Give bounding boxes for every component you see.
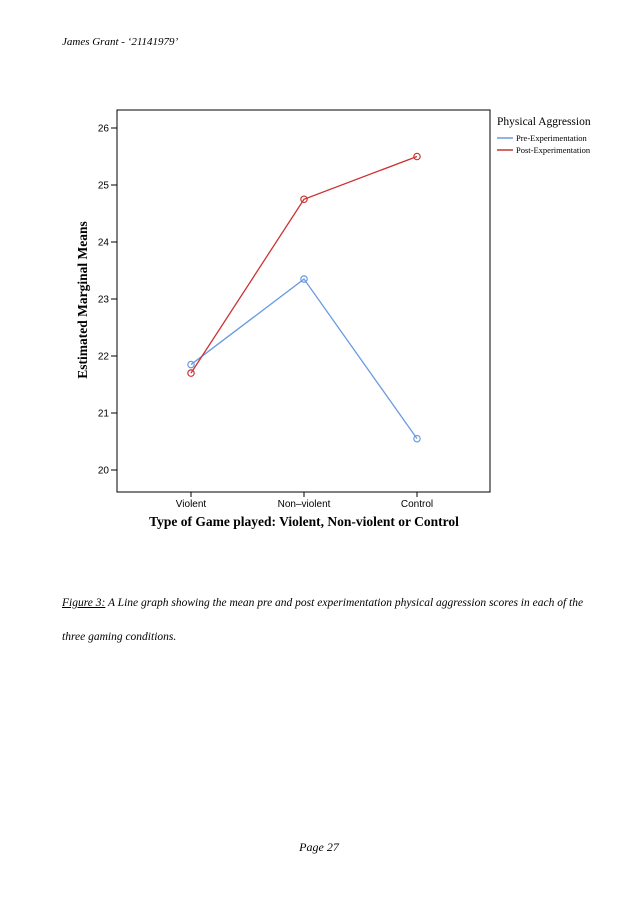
- y-tick-label: 23: [97, 294, 109, 306]
- y-tick-label: 26: [97, 123, 109, 135]
- caption-text: A Line graph showing the mean pre and post experimentation physical aggression scores in each of the three gaming conditions.: [62, 597, 584, 643]
- legend-label-post: Post-Experimentation: [516, 145, 591, 155]
- x-tick-label: Control: [400, 499, 434, 510]
- plot-frame: [117, 110, 490, 492]
- y-tick-label: 22: [97, 351, 109, 363]
- series-line-pre: [191, 279, 417, 439]
- y-tick-label: 21: [97, 408, 109, 420]
- x-axis-label: Type of Game played: Violent, Non-violent or Control: [149, 514, 459, 529]
- y-axis-label: Estimated Marginal Means: [75, 221, 90, 379]
- x-axis: [176, 492, 433, 510]
- legend-label-pre: Pre-Experimentation: [516, 133, 587, 143]
- figure-caption: [62, 586, 602, 654]
- series-layer: [188, 153, 420, 442]
- page-header: James Grant - ‘21141979’: [62, 36, 179, 48]
- page-number: Page 27: [299, 840, 339, 854]
- y-tick-label: 20: [97, 465, 109, 477]
- series-line-post: [191, 157, 417, 374]
- x-tick-label: Violent: [175, 499, 207, 510]
- y-axis: [98, 124, 117, 477]
- figure-label: Figure 3:: [62, 597, 106, 609]
- x-tick-label: Non–violent: [277, 499, 331, 510]
- legend: [497, 116, 591, 155]
- y-tick-label: 25: [97, 180, 109, 192]
- legend-title: Physical Aggression: [497, 116, 591, 128]
- y-tick-label: 24: [97, 237, 109, 249]
